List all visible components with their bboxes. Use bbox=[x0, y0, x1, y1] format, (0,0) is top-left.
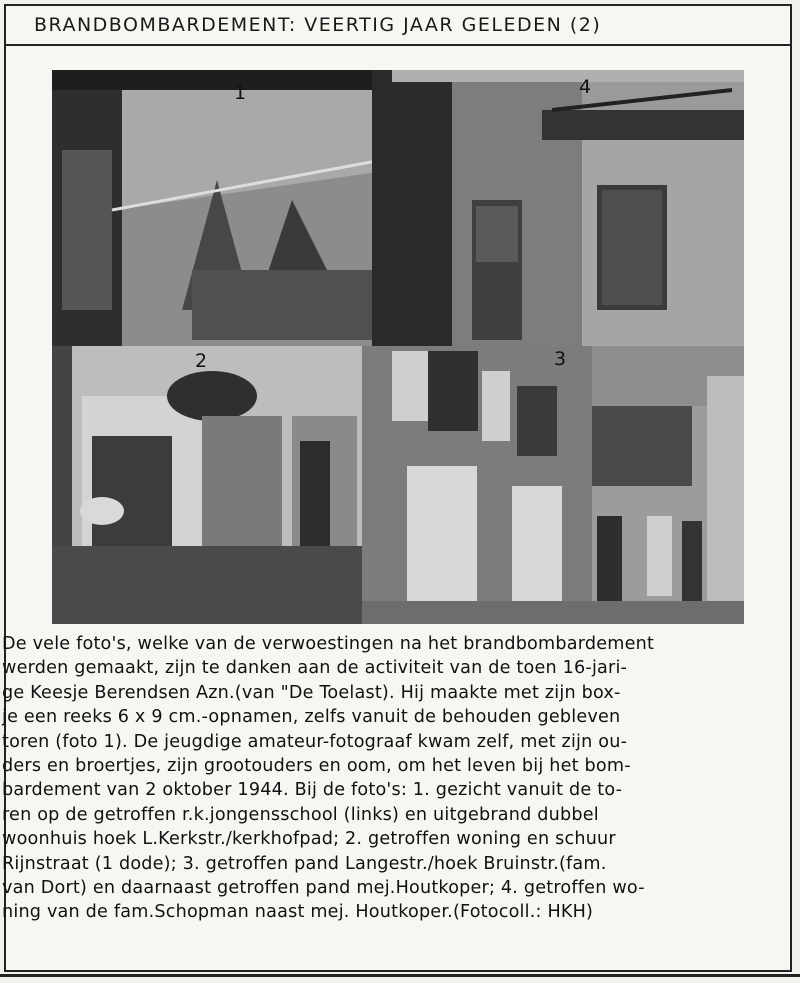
photo-number-1: 1 bbox=[234, 82, 247, 104]
header-bar bbox=[6, 6, 790, 46]
caption-line: De vele foto's, welke van de verwoestingen na het brandbombardement bbox=[2, 634, 655, 654]
photo-1 bbox=[52, 70, 392, 346]
page-title: BRANDBOMBARDEMENT: VEERTIG JAAR GELEDEN (2) bbox=[34, 14, 602, 36]
caption-line: ren op de getroffen r.k.jongensschool (links) en uitgebrand dubbel bbox=[2, 804, 599, 825]
caption-line: je een reeks 6 x 9 cm.-opnamen, zelfs vanuit de behouden gebleven bbox=[2, 707, 621, 728]
photo-4 bbox=[392, 70, 744, 346]
caption-line: ning van de fam.Schopman naast mej. Houtkoper.(Fotocoll.: HKH) bbox=[2, 902, 594, 923]
caption-line: toren (foto 1). De jeugdige amateur-fotograaf kwam zelf, met zijn ou- bbox=[2, 731, 628, 752]
caption-line: ge Keesje Berendsen Azn.(van "De Toelast). Hij maakte met zijn box- bbox=[2, 682, 621, 703]
caption-line: bardement van 2 oktober 1944. Bij de foto's: 1. gezicht vanuit de to- bbox=[2, 780, 623, 801]
bottom-rule bbox=[0, 974, 800, 977]
photo-number-4: 4 bbox=[579, 76, 592, 98]
caption-line: werden gemaakt, zijn te danken aan de activiteit van de toen 16-jari- bbox=[2, 658, 628, 679]
photo-2 bbox=[52, 346, 362, 624]
photo-3 bbox=[362, 346, 744, 624]
caption-line: van Dort) en daarnaast getroffen pand mej.Houtkoper; 4. getroffen wo- bbox=[2, 878, 645, 899]
photo-3-image bbox=[362, 346, 744, 624]
photo-number-2: 2 bbox=[195, 350, 208, 372]
photo-2-image bbox=[52, 346, 362, 624]
photo-1-image bbox=[52, 70, 392, 346]
photo-number-3: 3 bbox=[554, 348, 567, 370]
caption-line: Rijnstraat (1 dode); 3. getroffen pand Langestr./hoek Bruinstr.(fam. bbox=[2, 853, 607, 874]
caption-line: ders en broertjes, zijn grootouders en oom, om het leven bij het bom- bbox=[2, 756, 631, 777]
photo-4-image bbox=[392, 70, 744, 346]
caption-line: woonhuis hoek L.Kerkstr./kerkhofpad; 2. getroffen woning en schuur bbox=[2, 829, 616, 850]
caption-text bbox=[2, 632, 784, 925]
